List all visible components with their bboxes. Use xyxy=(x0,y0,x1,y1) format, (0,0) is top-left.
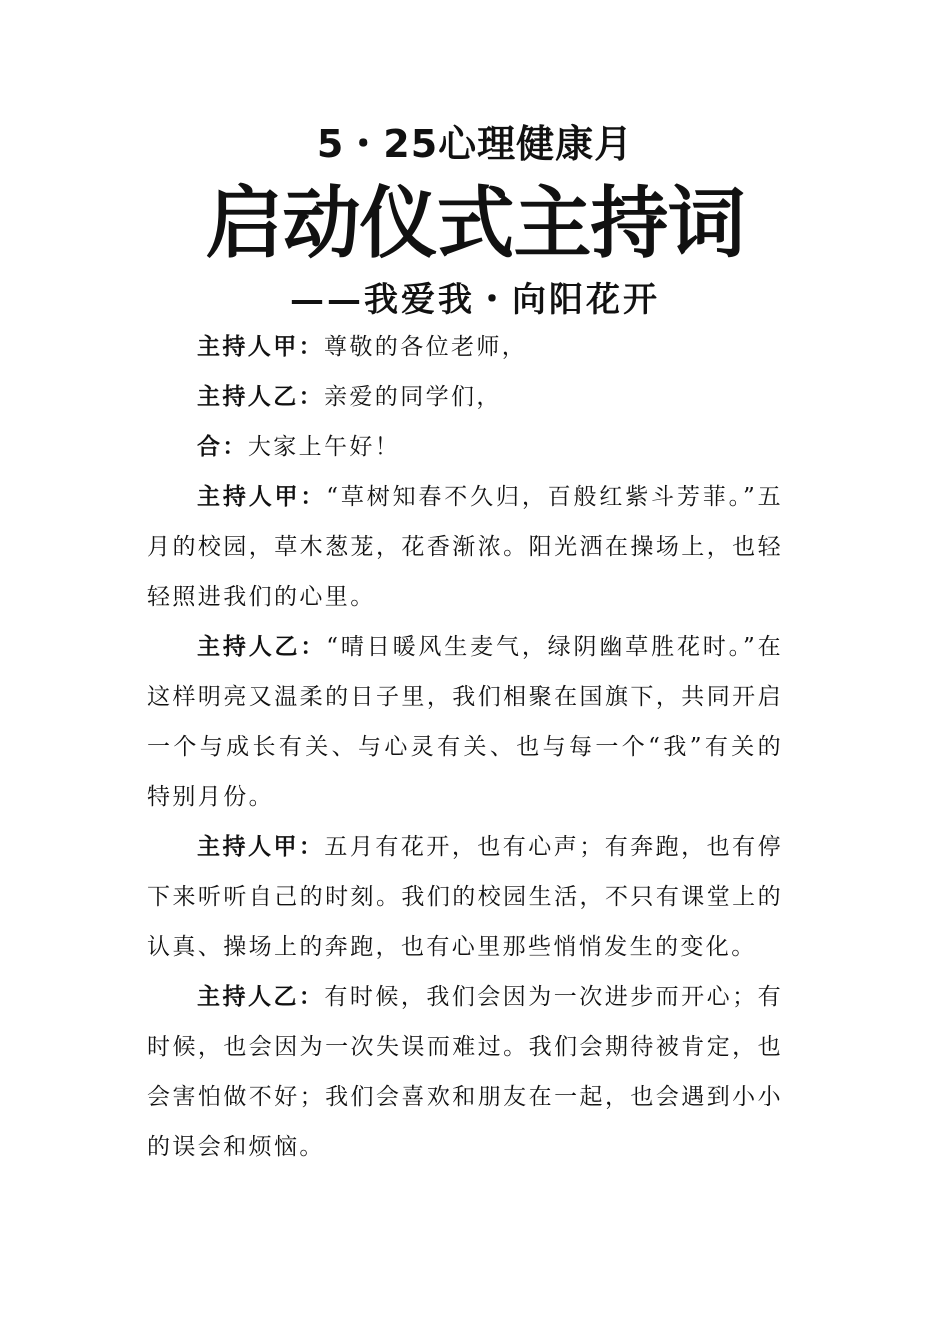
paragraph-text: “草树知春不久归，百般红紫斗芳菲。”五月的校园，草木葱茏，花香渐浓。阳光洒在操场上，也轻轻照进我们的心里。 xyxy=(147,484,784,610)
document-subtitle: 5・25心理健康月 xyxy=(316,122,634,166)
paragraph-text: “晴日暖风生麦气，绿阴幽草胜花时。”在这样明亮又温柔的日子里，我们相聚在国旗下，共同开启一个与成长有关、与心灵有关、也与每一个“我”有关的特别月份。 xyxy=(147,634,784,810)
paragraph-text: 五月有花开，也有心声；有奔跑，也有停下来听听自己的时刻。我们的校园生活，不只有课堂上的认真、操场上的奔跑，也有心里那些悄悄发生的变化。 xyxy=(147,834,784,960)
paragraph-greeting-students xyxy=(147,372,783,422)
speaker-label: 合： xyxy=(197,434,248,460)
paragraph-host-b-1 xyxy=(147,622,783,822)
speaker-label: 主持人甲： xyxy=(197,334,324,360)
paragraph-greeting-teachers xyxy=(147,322,783,372)
script-body xyxy=(147,322,783,1172)
paragraph-text: 有时候，我们会因为一次进步而开心；有时候，也会因为一次失误而难过。我们会期待被肯定，也会害怕做不好；我们会喜欢和朋友在一起，也会遇到小小的误会和烦恼。 xyxy=(147,984,784,1160)
paragraph-text: 尊敬的各位老师， xyxy=(324,334,528,360)
paragraph-host-b-2 xyxy=(147,972,783,1172)
document-tagline: ——我爱我・向阳花开 xyxy=(290,280,660,320)
paragraph-host-a-1 xyxy=(147,472,783,622)
speaker-label: 主持人乙： xyxy=(197,384,324,410)
paragraph-text: 亲爱的同学们， xyxy=(324,384,502,410)
speaker-label: 主持人甲： xyxy=(197,484,327,510)
paragraph-text: 大家上午好！ xyxy=(247,434,401,460)
speaker-label: 主持人乙： xyxy=(197,984,325,1010)
document-title: 启动仪式主持词 xyxy=(205,179,745,269)
paragraph-host-a-2 xyxy=(147,822,783,972)
speaker-label: 主持人乙： xyxy=(197,634,327,660)
paragraph-greeting-together xyxy=(147,422,783,472)
speaker-label: 主持人甲： xyxy=(197,834,325,860)
